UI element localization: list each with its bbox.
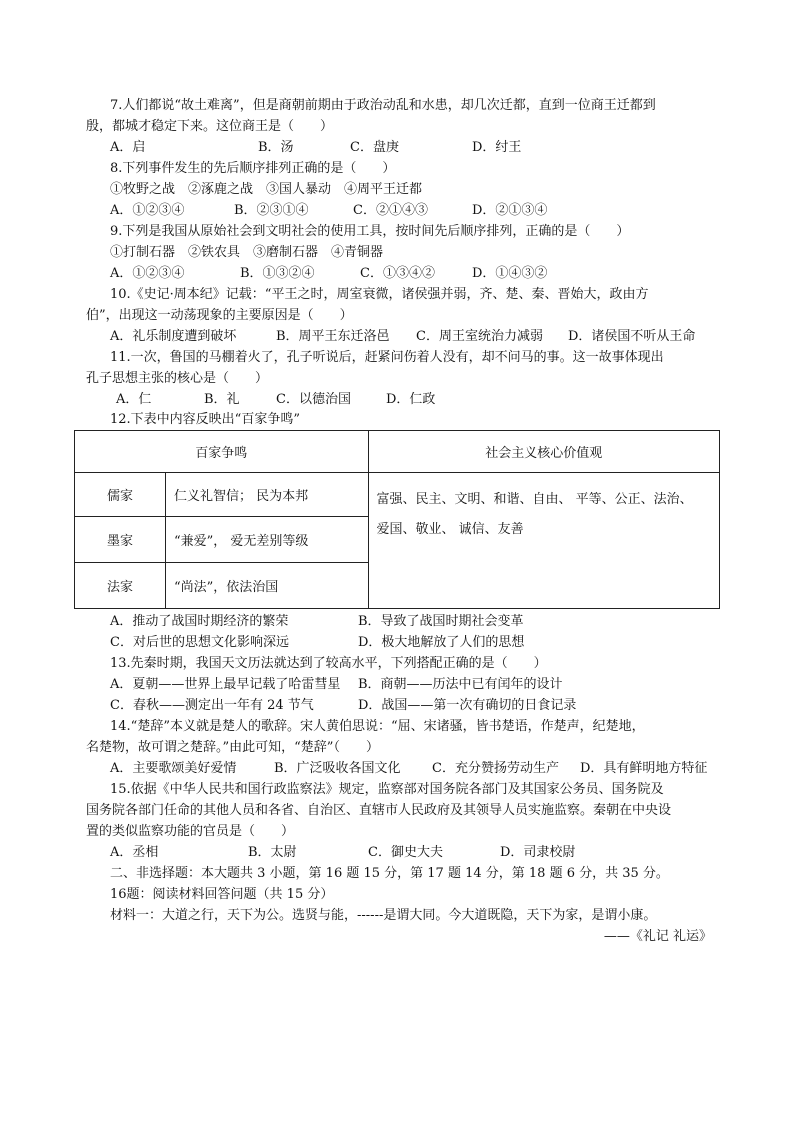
- q8-stem: 8.下列事件发生的先后顺序排列正确的是（ ）: [110, 161, 396, 176]
- q8-option-d[interactable]: D．②①③④: [472, 203, 548, 218]
- q7-option-b[interactable]: B．汤: [258, 140, 294, 155]
- school-idea: 仁义礼智信； 民为本邦: [166, 473, 369, 517]
- q13-option-b[interactable]: B．商朝——历法中已有闰年的设计: [358, 677, 563, 692]
- q11-option-d[interactable]: D．仁政: [386, 392, 436, 407]
- q8-option-a[interactable]: A．①②③④: [110, 203, 185, 218]
- q15-option-c[interactable]: C．御史大夫: [368, 845, 443, 860]
- q13-option-d[interactable]: D．战国——第一次有确切的日食记录: [358, 698, 577, 713]
- school-name: 墨家: [75, 517, 166, 563]
- q11-option-b[interactable]: B．礼: [204, 392, 240, 407]
- q9-option-d[interactable]: D．①④③②: [472, 266, 548, 281]
- q14-option-a[interactable]: A．主要歌颂美好爱情: [110, 761, 237, 776]
- q12-option-a[interactable]: A．推动了战国时期经济的繁荣: [110, 614, 289, 629]
- q8-option-c[interactable]: C．②①④③: [353, 203, 428, 218]
- q14-option-b[interactable]: B．广泛吸收各国文化: [274, 761, 401, 776]
- school-name: 法家: [75, 563, 166, 609]
- q15-option-a[interactable]: A．丞相: [110, 845, 159, 860]
- q16-source: ——《礼记 礼运》: [603, 929, 712, 944]
- q12-option-c[interactable]: C．对后世的思想文化影响深远: [110, 635, 289, 650]
- q10-option-d[interactable]: D．诸侯国不听从王命: [568, 329, 696, 344]
- q7-option-c[interactable]: C．盘庚: [350, 140, 399, 155]
- q8-option-b[interactable]: B．②③①④: [234, 203, 309, 218]
- q7-option-d[interactable]: D．纣王: [472, 140, 522, 155]
- q10-option-a[interactable]: A．礼乐制度遭到破坏: [110, 329, 237, 344]
- school-idea: “兼爱”， 爱无差别等级: [166, 517, 369, 563]
- q7-option-a[interactable]: A．启: [110, 140, 146, 155]
- q11-option-c[interactable]: C．以德治国: [276, 392, 351, 407]
- core-values-line2: 爱国、敬业、 诚信、友善: [376, 522, 524, 537]
- q15-option-d[interactable]: D．司隶校尉: [500, 845, 576, 860]
- q16-title: 16题：阅读材料回答问题（共 15 分）: [110, 887, 334, 902]
- q12-stem: 12.下表中内容反映出“百家争鸣”: [110, 412, 300, 427]
- q13-option-c[interactable]: C．春秋——测定出一年有 24 节气: [110, 698, 314, 713]
- q15-stem-line2: 国务院各部门任命的其他人员和各省、自治区、直辖市人民政府及其领导人员实施监察。秦朝在中央设: [86, 803, 672, 818]
- table-header-left: 百家争鸣: [75, 431, 369, 473]
- q13-stem: 13.先秦时期，我国天文历法就达到了较高水平，下列搭配正确的是（ ）: [110, 656, 547, 671]
- table-row: [75, 473, 720, 517]
- q14-option-d[interactable]: D．具有鲜明地方特征: [580, 761, 708, 776]
- q7-stem-line2: 殷，都城才稳定下来。这位商王是（ ）: [86, 119, 334, 134]
- q13-option-a[interactable]: A．夏朝——世界上最早记载了哈雷彗星: [110, 677, 341, 692]
- hundred-schools-table: [74, 430, 720, 609]
- q15-stem-line1: 15.依据《中华人民共和国行政监察法》规定，监察部对国务院各部门及其国家公务员、国务院及: [110, 782, 664, 797]
- q9-items: ①打制石器 ②铁农具 ③磨制石器 ④青铜器: [110, 245, 384, 260]
- school-name: 儒家: [75, 473, 166, 517]
- q9-stem: 9.下列是我国从原始社会到文明社会的使用工具，按时间先后顺序排列，正确的是（ ）: [110, 224, 630, 239]
- q12-option-b[interactable]: B．导致了战国时期社会变革: [358, 614, 524, 629]
- q14-option-c[interactable]: C．充分赞扬劳动生产: [432, 761, 559, 776]
- q11-stem-line2: 孔子思想主张的核心是（ ）: [86, 371, 269, 386]
- q7-stem-line1: 7.人们都说“故土难离”，但是商朝前期由于政治动乱和水患，却几次迁都，直到一位商王迁都到: [110, 98, 656, 113]
- q15-stem-line3: 置的类似监察功能的官员是（ ）: [86, 824, 295, 839]
- school-idea: “尚法”，依法治国: [166, 563, 369, 609]
- table-header-right: 社会主义核心价值观: [368, 431, 719, 473]
- q14-stem-line2: 名楚物，故可谓之楚辞。”由此可知，“楚辞”（ ）: [86, 740, 379, 755]
- q15-option-b[interactable]: B．太尉: [248, 845, 297, 860]
- q8-items: ①牧野之战 ②涿鹿之战 ③国人暴动 ④周平王迁都: [110, 182, 423, 197]
- table-header-row: [75, 431, 720, 473]
- core-values-cell: [368, 473, 719, 609]
- q10-stem-line1: 10.《史记·周本纪》记载：“平王之时，周室衰微，诸侯强并弱，齐、楚、秦、晋始大，政由方: [110, 287, 649, 302]
- q9-option-b[interactable]: B．①③②④: [240, 266, 315, 281]
- q14-stem-line1: 14.“楚辞”本义就是楚人的歌辞。宋人黄伯思说：“屈、宋诸骚，皆书楚语，作楚声，纪楚地，: [110, 719, 645, 734]
- q9-option-c[interactable]: C．①③④②: [360, 266, 435, 281]
- section-two-heading: 二、非选择题：本大题共 3 小题，第 16 题 15 分，第 17 题 14 分，第 18 题 6 分，共 35 分。: [110, 866, 669, 881]
- q16-material-one: 材料一：大道之行，天下为公。选贤与能，------是谓大同。今大道既隐，天下为家，是谓小康。: [110, 908, 657, 923]
- q12-option-d[interactable]: D．极大地解放了人们的思想: [358, 635, 525, 650]
- q11-option-a[interactable]: A．仁: [116, 392, 152, 407]
- q11-stem-line1: 11.一次，鲁国的马棚着火了，孔子听说后，赶紧问伤着人没有，却不问马的事。这一故事体现出: [110, 350, 664, 365]
- q9-option-a[interactable]: A．①②③④: [110, 266, 185, 281]
- q10-option-b[interactable]: B．周平王东迁洛邑: [276, 329, 390, 344]
- core-values-line1: 富强、民主、文明、和谐、自由、 平等、公正、法治、: [376, 492, 693, 507]
- q10-stem-line2: 伯”，出现这一动荡现象的主要原因是（ ）: [86, 308, 353, 323]
- q10-option-c[interactable]: C．周王室统治力减弱: [416, 329, 543, 344]
